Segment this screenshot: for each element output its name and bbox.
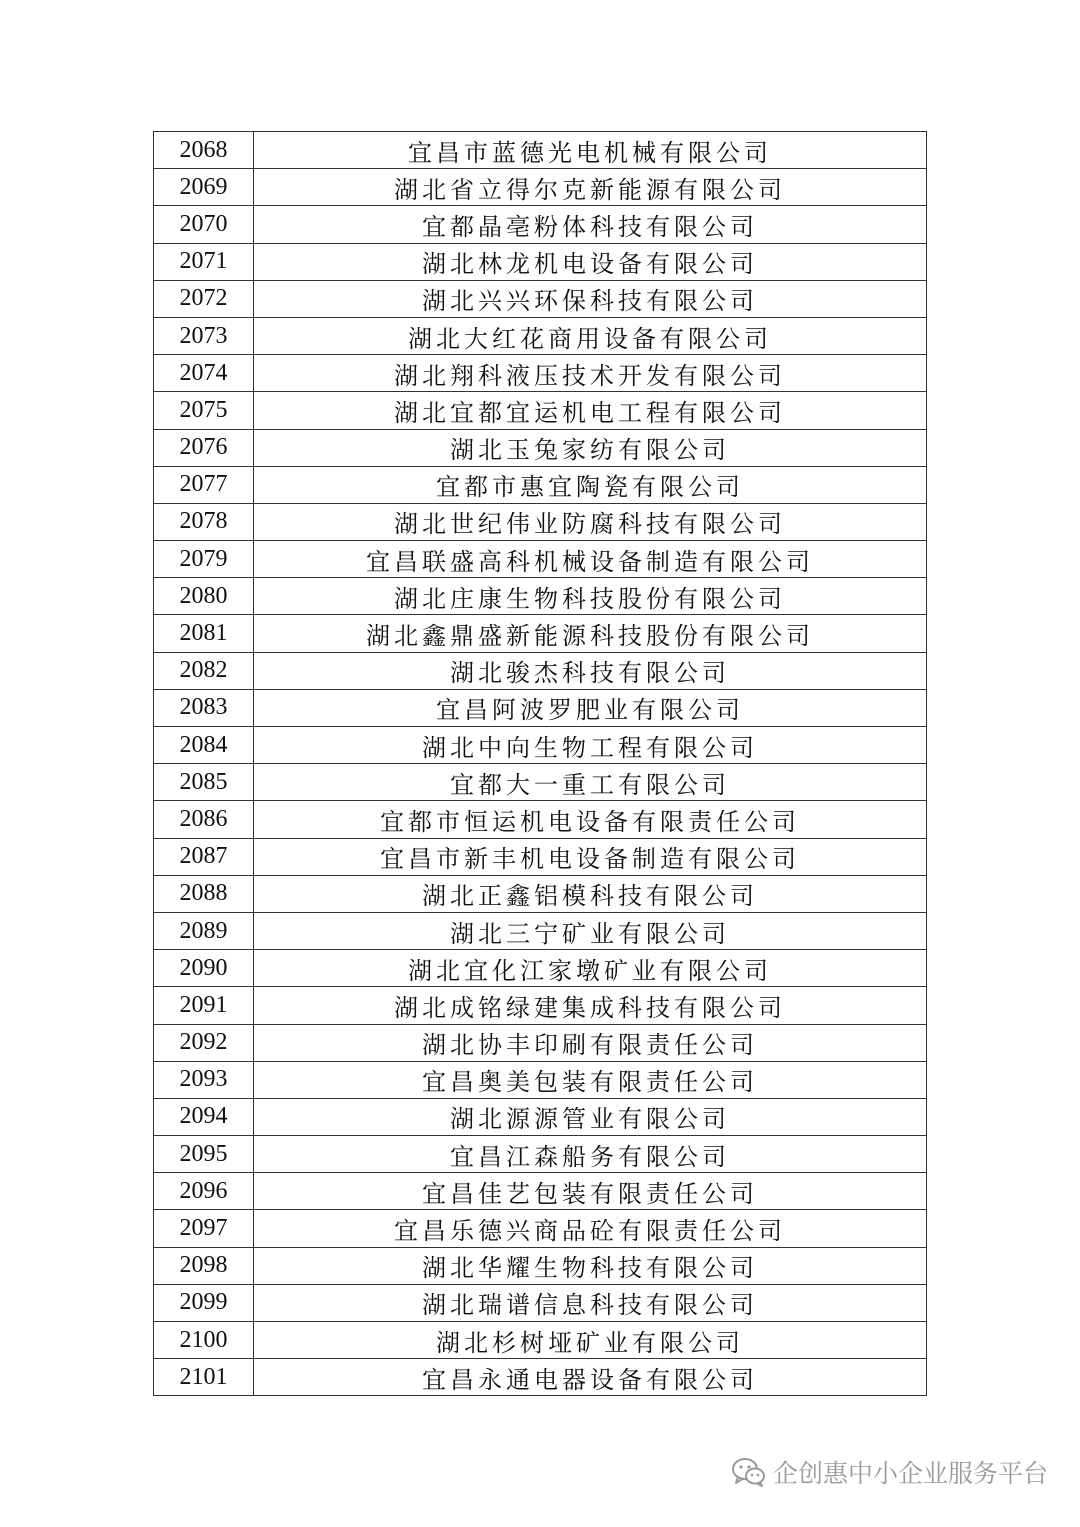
row-number: 2098	[154, 1247, 254, 1284]
row-number: 2085	[154, 764, 254, 801]
row-number: 2081	[154, 615, 254, 652]
table-row	[154, 801, 927, 838]
table-row	[154, 541, 927, 578]
table-row	[154, 652, 927, 689]
company-name: 湖北翔科液压技术开发有限公司	[254, 355, 927, 392]
company-name: 湖北骏杰科技有限公司	[254, 652, 927, 689]
company-name: 湖北中向生物工程有限公司	[254, 727, 927, 764]
table-row	[154, 466, 927, 503]
table-row	[154, 838, 927, 875]
row-number: 2078	[154, 503, 254, 540]
company-name: 湖北三宁矿业有限公司	[254, 912, 927, 949]
company-name: 湖北大红花商用设备有限公司	[254, 317, 927, 354]
table-row	[154, 1024, 927, 1061]
row-number: 2076	[154, 429, 254, 466]
company-name: 湖北玉兔家纺有限公司	[254, 429, 927, 466]
row-number: 2093	[154, 1061, 254, 1098]
table-row	[154, 280, 927, 317]
row-number: 2097	[154, 1210, 254, 1247]
table-row	[154, 317, 927, 354]
company-name: 宜昌市蓝德光电机械有限公司	[254, 132, 927, 169]
row-number: 2083	[154, 689, 254, 726]
row-number: 2095	[154, 1136, 254, 1173]
table-row	[154, 1359, 927, 1396]
table-row	[154, 689, 927, 726]
table-row	[154, 764, 927, 801]
company-name: 湖北兴兴环保科技有限公司	[254, 280, 927, 317]
table-row	[154, 912, 927, 949]
table-row	[154, 987, 927, 1024]
row-number: 2069	[154, 169, 254, 206]
row-number: 2080	[154, 578, 254, 615]
table-row	[154, 132, 927, 169]
row-number: 2082	[154, 652, 254, 689]
table-row	[154, 1210, 927, 1247]
company-name: 湖北瑞谱信息科技有限公司	[254, 1284, 927, 1321]
watermark	[731, 1452, 1048, 1492]
company-name: 湖北林龙机电设备有限公司	[254, 243, 927, 280]
row-number: 2088	[154, 875, 254, 912]
company-name: 湖北正鑫铝模科技有限公司	[254, 875, 927, 912]
company-name: 湖北华耀生物科技有限公司	[254, 1247, 927, 1284]
row-number: 2068	[154, 132, 254, 169]
company-name: 宜昌江森船务有限公司	[254, 1136, 927, 1173]
company-name: 宜昌奥美包装有限责任公司	[254, 1061, 927, 1098]
table-row	[154, 206, 927, 243]
table-row	[154, 615, 927, 652]
company-name: 宜昌乐德兴商品砼有限责任公司	[254, 1210, 927, 1247]
row-number: 2075	[154, 392, 254, 429]
row-number: 2089	[154, 912, 254, 949]
row-number: 2092	[154, 1024, 254, 1061]
table-row	[154, 503, 927, 540]
table-row	[154, 1061, 927, 1098]
table-row	[154, 578, 927, 615]
table-row	[154, 169, 927, 206]
company-name: 宜都大一重工有限公司	[254, 764, 927, 801]
table-row	[154, 950, 927, 987]
row-number: 2099	[154, 1284, 254, 1321]
row-number: 2090	[154, 950, 254, 987]
company-name: 宜昌阿波罗肥业有限公司	[254, 689, 927, 726]
company-name: 宜都市惠宜陶瓷有限公司	[254, 466, 927, 503]
company-name: 湖北世纪伟业防腐科技有限公司	[254, 503, 927, 540]
company-name: 湖北宜都宜运机电工程有限公司	[254, 392, 927, 429]
table-row	[154, 1136, 927, 1173]
table-row	[154, 1322, 927, 1359]
company-name: 湖北鑫鼎盛新能源科技股份有限公司	[254, 615, 927, 652]
watermark-text: 企创惠中小企业服务平台	[772, 1459, 1048, 1488]
table-row	[154, 1284, 927, 1321]
table-row	[154, 1247, 927, 1284]
company-name: 湖北庄康生物科技股份有限公司	[254, 578, 927, 615]
company-name: 宜昌市新丰机电设备制造有限公司	[254, 838, 927, 875]
company-name: 湖北省立得尔克新能源有限公司	[254, 169, 927, 206]
company-name: 宜昌永通电器设备有限公司	[254, 1359, 927, 1396]
company-table	[153, 131, 927, 1396]
wechat-icon	[731, 1456, 767, 1488]
row-number: 2084	[154, 727, 254, 764]
row-number: 2072	[154, 280, 254, 317]
company-name: 湖北源源管业有限公司	[254, 1098, 927, 1135]
row-number: 2070	[154, 206, 254, 243]
table-row	[154, 1173, 927, 1210]
row-number: 2091	[154, 987, 254, 1024]
table-row	[154, 355, 927, 392]
row-number: 2094	[154, 1098, 254, 1135]
company-name: 宜都晶亳粉体科技有限公司	[254, 206, 927, 243]
row-number: 2087	[154, 838, 254, 875]
company-name: 湖北成铭绿建集成科技有限公司	[254, 987, 927, 1024]
table-row	[154, 875, 927, 912]
company-name: 宜都市恒运机电设备有限责任公司	[254, 801, 927, 838]
row-number: 2101	[154, 1359, 254, 1396]
table-body	[154, 132, 927, 1396]
row-number: 2086	[154, 801, 254, 838]
company-name: 湖北协丰印刷有限责任公司	[254, 1024, 927, 1061]
table-row	[154, 429, 927, 466]
row-number: 2079	[154, 541, 254, 578]
row-number: 2100	[154, 1322, 254, 1359]
row-number: 2074	[154, 355, 254, 392]
table-row	[154, 392, 927, 429]
row-number: 2077	[154, 466, 254, 503]
table-row	[154, 243, 927, 280]
company-name: 宜昌佳艺包装有限责任公司	[254, 1173, 927, 1210]
row-number: 2071	[154, 243, 254, 280]
row-number: 2096	[154, 1173, 254, 1210]
table-row	[154, 727, 927, 764]
company-name: 湖北杉树垭矿业有限公司	[254, 1322, 927, 1359]
row-number: 2073	[154, 317, 254, 354]
table-row	[154, 1098, 927, 1135]
company-name: 宜昌联盛高科机械设备制造有限公司	[254, 541, 927, 578]
company-name: 湖北宜化江家墩矿业有限公司	[254, 950, 927, 987]
